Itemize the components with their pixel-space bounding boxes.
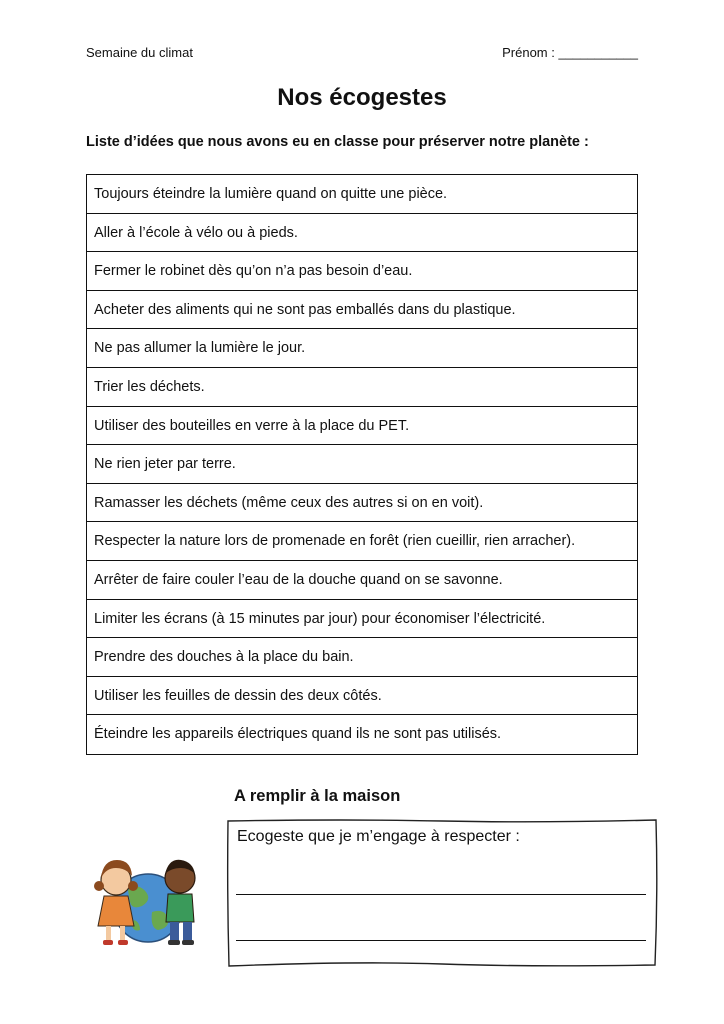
table-row: Ramasser les déchets (même ceux des autres si on en voit). xyxy=(87,484,637,523)
table-row: Ne rien jeter par terre. xyxy=(87,445,637,484)
table-row: Éteindre les appareils électriques quand ils ne sont pas utilisés. xyxy=(94,726,502,743)
table-row: Acheter des aliments qui ne sont pas emballés dans du plastique. xyxy=(87,291,637,330)
table-row: Prendre des douches à la place du bain. xyxy=(87,638,637,677)
table-row: Utiliser des bouteilles en verre à la place du PET. xyxy=(87,407,637,446)
children-globe-illustration xyxy=(82,850,214,950)
table-row: Limiter les écrans (à 15 minutes par jour) pour économiser l’électricité. xyxy=(87,600,637,639)
page-title: Nos écogestes xyxy=(277,84,447,111)
table-row: Aller à l’école à vélo ou à pieds. xyxy=(87,214,637,253)
answer-line-2[interactable] xyxy=(236,940,646,941)
table-row: Trier les déchets. xyxy=(87,368,637,407)
table-row: Arrêter de faire couler l’eau de la douche quand on se savonne. xyxy=(87,561,637,600)
home-section-title: A remplir à la maison xyxy=(234,787,401,805)
table-row: Respecter la nature lors de promenade en forêt (rien cueillir, rien arracher). xyxy=(87,522,637,561)
table-row: Utiliser les feuilles de dessin des deux côtés. xyxy=(87,677,637,716)
header-left: Semaine du climat xyxy=(86,45,193,60)
intro-text: Liste d’idées que nous avons eu en classe pour préserver notre planète : xyxy=(86,134,589,150)
answer-line-1[interactable] xyxy=(236,894,646,895)
ecogestes-table xyxy=(86,174,638,755)
home-prompt-label: Ecogeste que je m’engage à respecter : xyxy=(237,828,520,845)
header-right: Prénom : ___________ xyxy=(502,45,638,60)
table-row: Fermer le robinet dès qu’on n’a pas besoin d’eau. xyxy=(87,252,637,291)
table-row: Ne pas allumer la lumière le jour. xyxy=(87,329,637,368)
table-row: Toujours éteindre la lumière quand on quitte une pièce. xyxy=(87,175,637,214)
home-answer-box xyxy=(226,818,658,968)
